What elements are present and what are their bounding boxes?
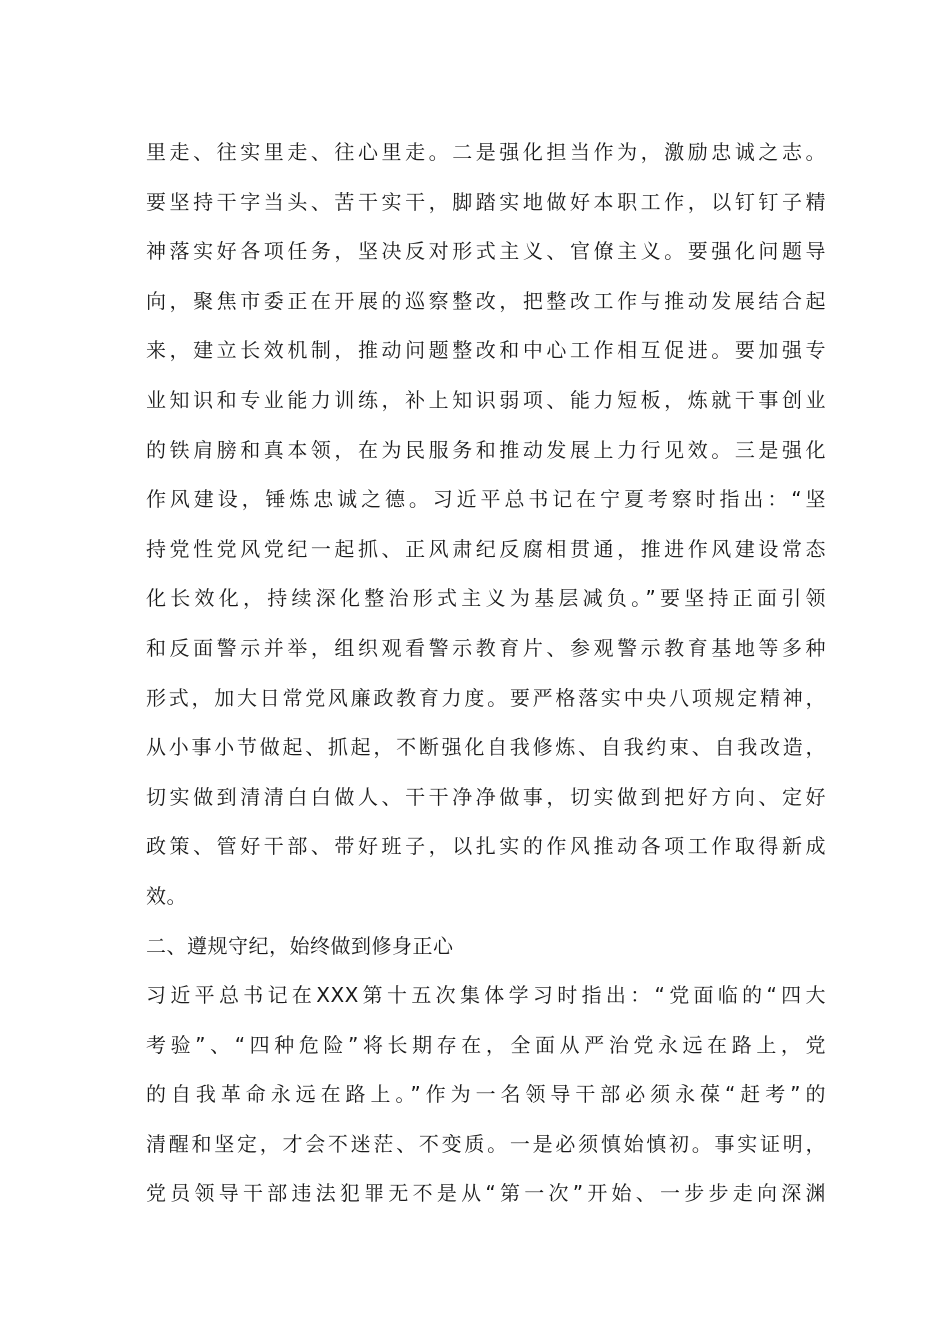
text-line: 从小事小节做起、抓起，不断强化自我修炼、自我约束、自我改造，	[146, 735, 826, 760]
text-line: 的铁肩膀和真本领，在为民服务和推动发展上力行见效。三是强化	[146, 437, 826, 462]
section-heading: 二、遵规守纪，始终做到修身正心	[146, 933, 454, 958]
text-line: 习近平总书记在XXX第十五次集体学习时指出：“党面临的“四大	[146, 983, 826, 1008]
text-line: 作风建设，锤炼忠诚之德。习近平总书记在宁夏考察时指出：“坚	[146, 487, 826, 512]
text-line: 考验”、“四种危险”将长期存在，全面从严治党永远在路上，党	[146, 1032, 826, 1057]
text-line: 化长效化，持续深化整治形式主义为基层减负。”要坚持正面引领	[146, 586, 826, 611]
text-line: 效。	[146, 883, 187, 908]
text-line: 党员领导干部违法犯罪无不是从“第一次”开始、一步步走向深渊	[146, 1181, 826, 1206]
text-line: 形式，加大日常党风廉政教育力度。要严格落实中央八项规定精神，	[146, 685, 826, 710]
text-line: 来，建立长效机制，推动问题整改和中心工作相互促进。要加强专	[146, 338, 826, 363]
text-line: 持党性党风党纪一起抓、正风肃纪反腐相贯通，推进作风建设常态	[146, 536, 826, 561]
text-line: 业知识和专业能力训练，补上知识弱项、能力短板，炼就干事创业	[146, 387, 826, 412]
text-line: 神落实好各项任务，坚决反对形式主义、官僚主义。要强化问题导	[146, 239, 826, 264]
text-line: 切实做到清清白白做人、干干净净做事，切实做到把好方向、定好	[146, 784, 826, 809]
text-line: 要坚持干字当头、苦干实干，脚踏实地做好本职工作，以钉钉子精	[146, 189, 826, 214]
text-line: 清醒和坚定，才会不迷茫、不变质。一是必须慎始慎初。事实证明，	[146, 1131, 826, 1156]
text-line: 政策、管好干部、带好班子，以扎实的作风推动各项工作取得新成	[146, 834, 826, 859]
document-body	[146, 128, 826, 1219]
text-line: 向，聚焦市委正在开展的巡察整改，把整改工作与推动发展结合起	[146, 288, 826, 313]
text-line: 里走、往实里走、往心里走。二是强化担当作为，激励忠诚之志。	[146, 140, 826, 164]
text-line: 的自我革命永远在路上。”作为一名领导干部必须永葆“赶考”的	[146, 1082, 826, 1107]
text-line: 和反面警示并举，组织观看警示教育片、参观警示教育基地等多种	[146, 635, 826, 660]
